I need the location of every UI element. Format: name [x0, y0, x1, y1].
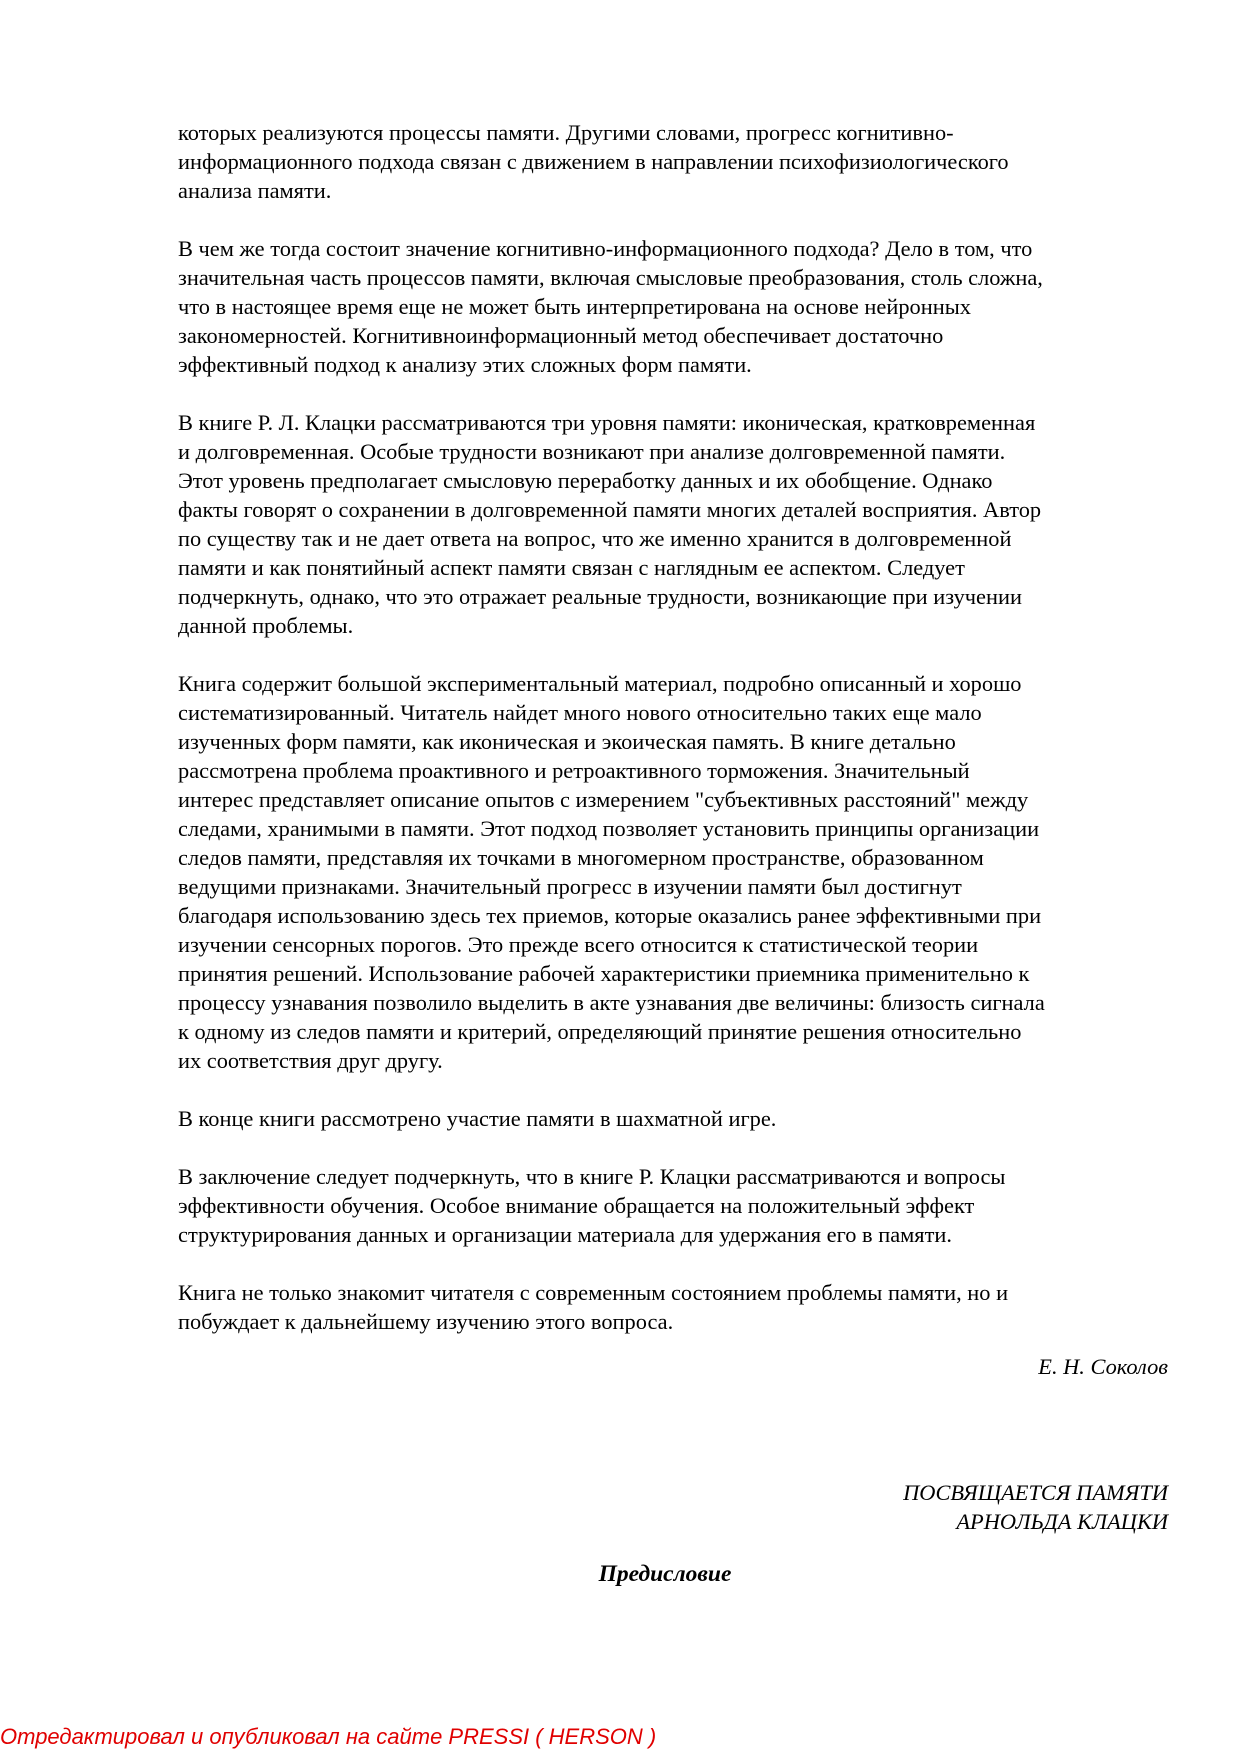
section-heading: Предисловие	[598, 1561, 732, 1587]
body-text	[178, 118, 1168, 1365]
dedication-line-2: АРНОЛЬДА КЛАЦКИ	[956, 1509, 1168, 1534]
paragraph-5: В конце книги рассмотрено участие памяти в шахматной игре.	[178, 1106, 777, 1131]
author-signature: Е. Н. Соколов	[1038, 1354, 1168, 1379]
dedication	[903, 1478, 1168, 1536]
paragraph-4: Книга содержит большой экспериментальный материал, подробно описанный и хорошо систематизированный. Читатель найдет много нового относительно таких еще мало изученных форм памяти, как иконическая и экоическая память. В книге детально рассмотрена проблема проактивного и ретроактивного торможения. Значительный интерес представляет описание опытов с измерением "субъективных расстояний" между следами, хранимыми в памяти. Этот подход позволяет установить принципы организации следов памяти, представляя их точками в многомерном пространстве, образованном ведущими признаками. Значительный прогресс в изучении памяти был достигнут благодаря использованию здесь тех приемов, которые оказались ранее эффективными при изучении сенсорных порогов. Это прежде всего относится к статистической теории принятия решений. Использование рабочей характеристики приемника применительно к процессу узнавания позволило выделить в акте узнавания две величины: близость сигнала к одному из следов памяти и критерий, определяющий принятие решения относительно их соответствия друг другу.	[178, 671, 1045, 1073]
paragraph-6: В заключение следует подчеркнуть, что в книге Р. Клацки рассматриваются и вопросы эффективности обучения. Особое внимание обращается на положительный эффект структурирования данных и организации материала для удержания его в памяти.	[178, 1164, 1006, 1247]
paragraph-7: Книга не только знакомит читателя с современным состоянием проблемы памяти, но и побуждает к дальнейшему изучению этого вопроса.	[178, 1280, 1009, 1334]
paragraph-1: которых реализуются процессы памяти. Другими словами, прогресс когнитивно- информационного подхода связан с движением в направлении психофизиологического анализа памяти.	[178, 120, 1009, 203]
paragraph-3: В книге Р. Л. Клацки рассматриваются три уровня памяти: иконическая, кратковременная и долговременная. Особые трудности возникают при анализе долговременной памяти. Этот уровень предполагает смысловую переработку данных и их обобщение. Однако факты говорят о сохранении в долговременной памяти многих деталей восприятия. Автор по существу так и не дает ответа на вопрос, что же именно хранится в долговременной памяти и как понятийный аспект памяти связан с наглядным ее аспектом. Следует подчеркнуть, однако, что это отражает реальные трудности, возникающие при изучении данной проблемы.	[178, 410, 1042, 638]
dedication-line-1: ПОСВЯЩАЕТСЯ ПАМЯТИ	[903, 1480, 1168, 1505]
publisher-footer-note: Отредактировал и опубликовал на сайте PRESSI ( HERSON )	[0, 1724, 657, 1749]
paragraph-2: В чем же тогда состоит значение когнитивно-информационного подхода? Дело в том, что значительная часть процессов памяти, включая смысловые преобразования, столь сложна, что в настоящее время еще не может быть интерпретирована на основе нейронных закономерностей. Когнитивноинформационный метод обеспечивает достаточно эффективный подход к анализу этих сложных форм памяти.	[178, 236, 1043, 377]
